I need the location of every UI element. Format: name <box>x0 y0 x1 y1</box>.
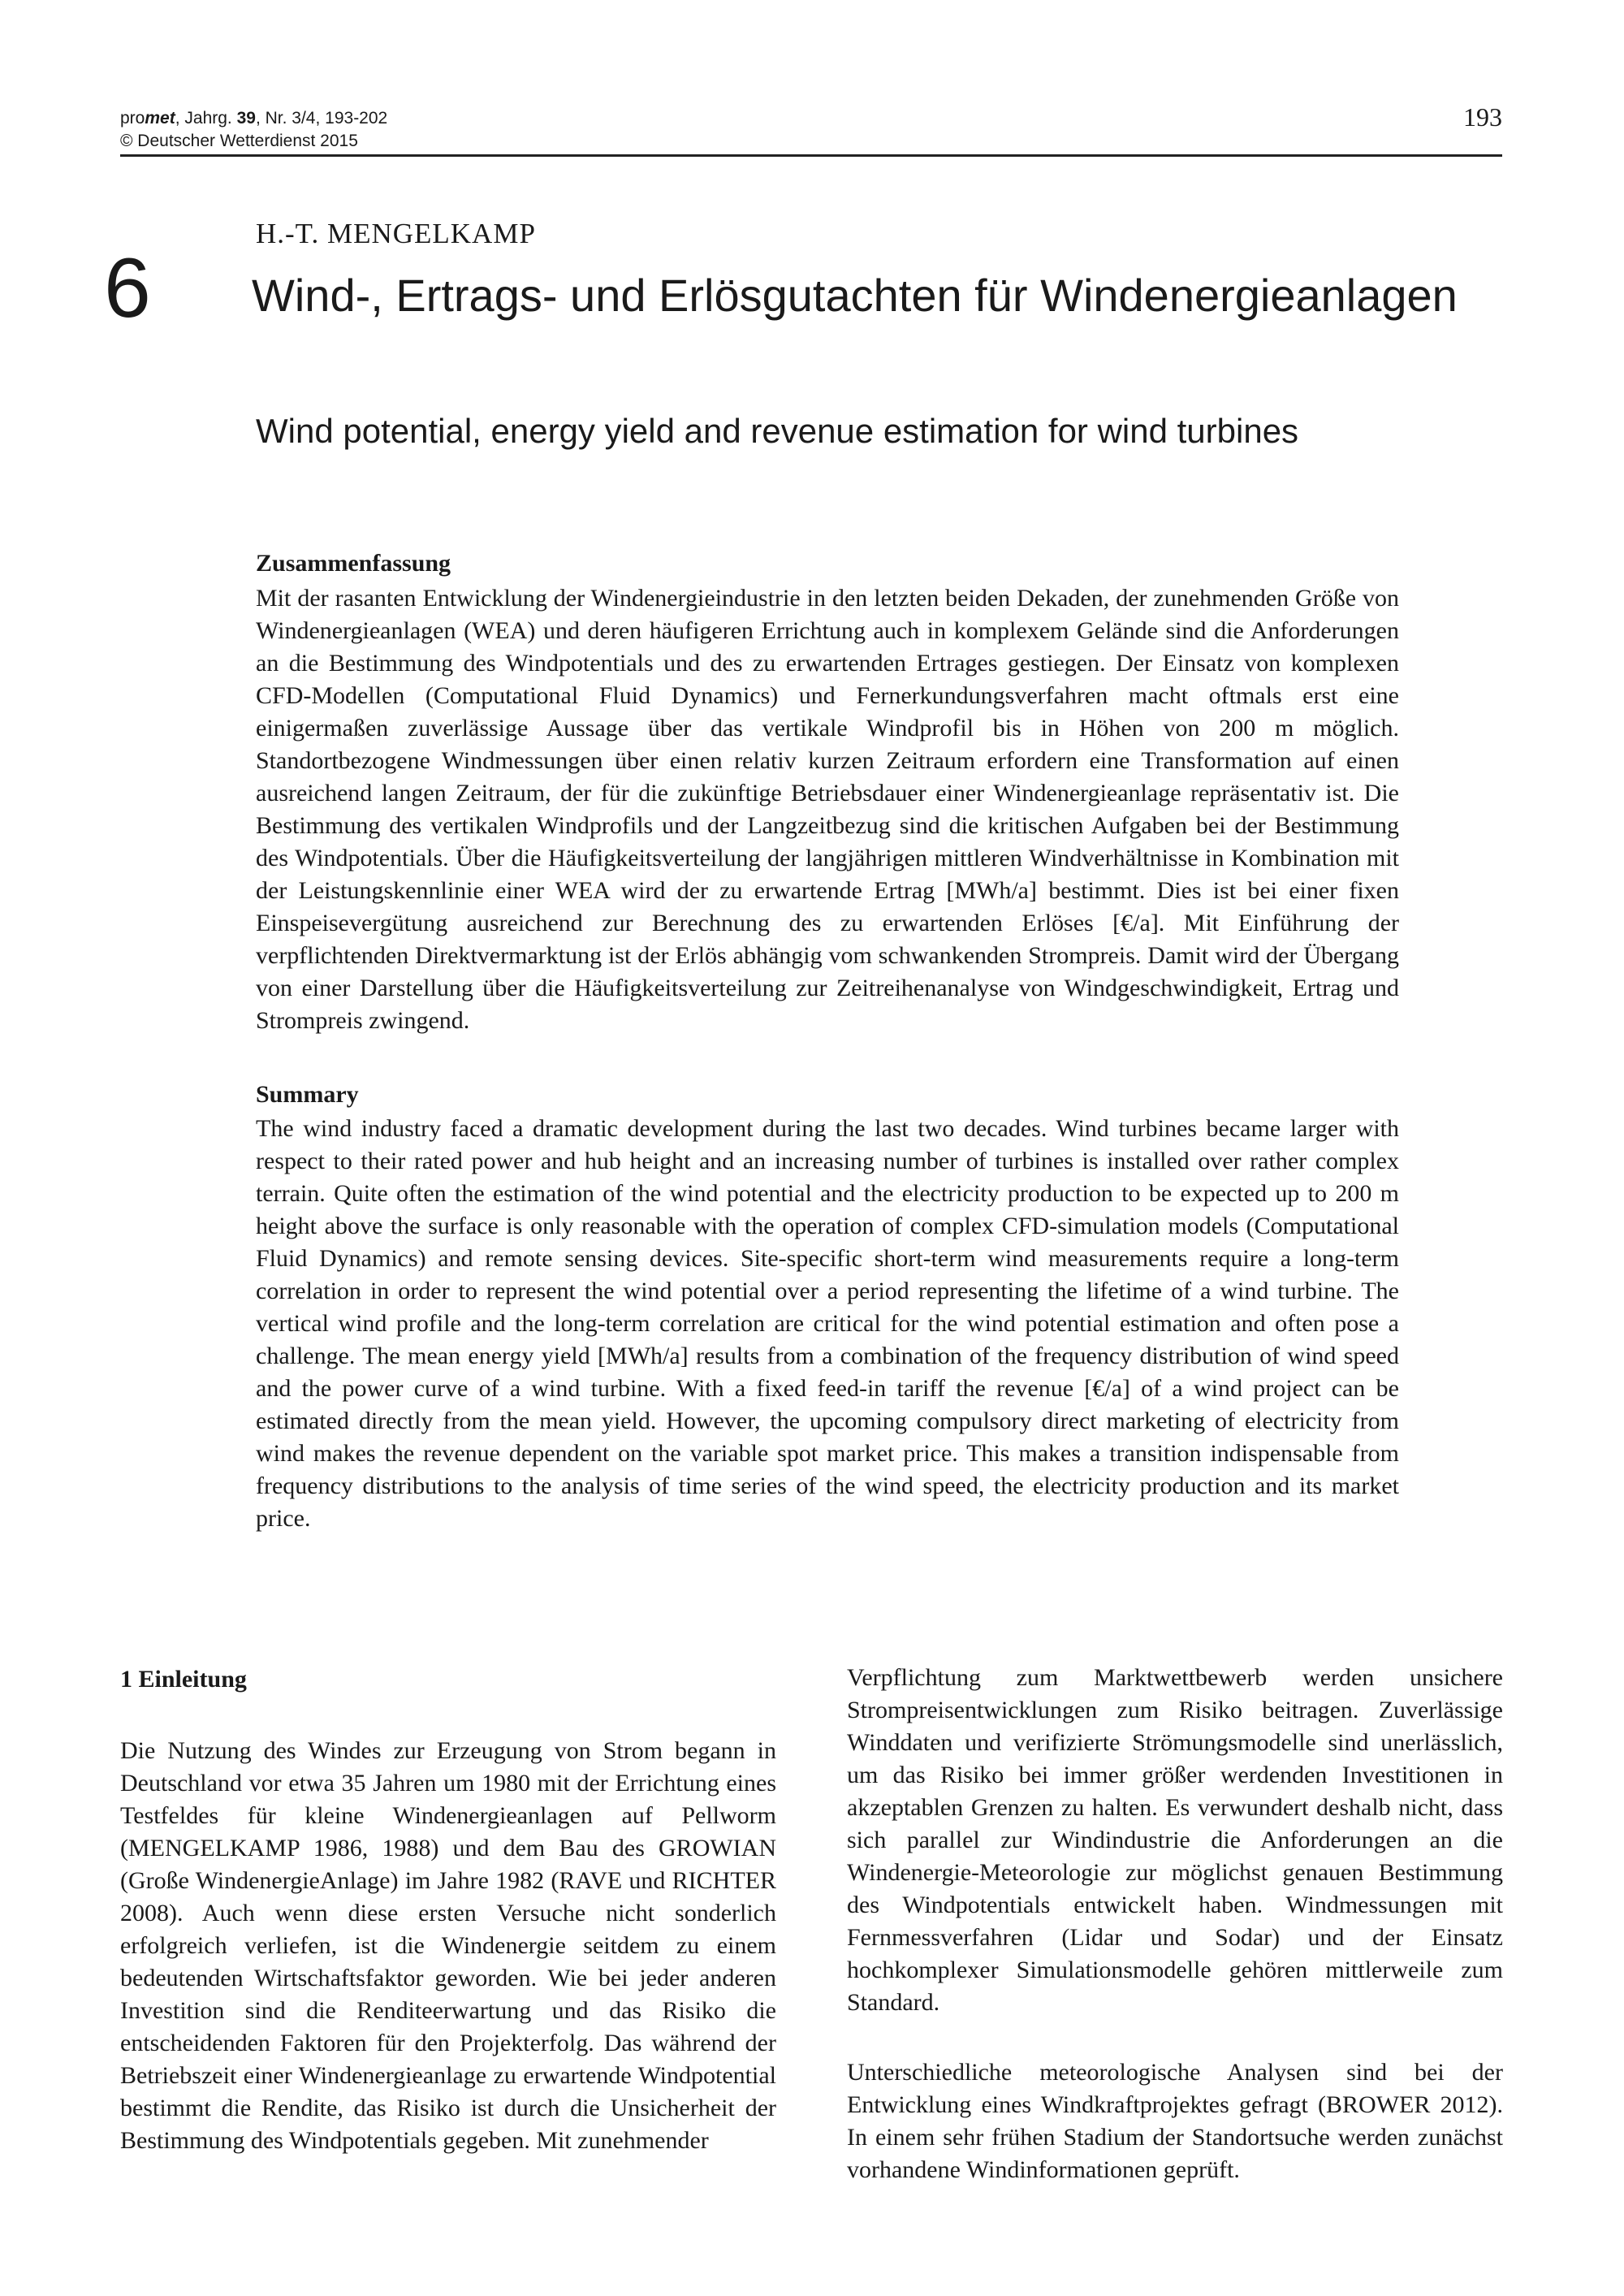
introduction-paragraph-right-2: Unterschiedliche meteorologische Analysen sind bei der Entwicklung eines Windkraftprojektes gefragt (BROWER 2012). In einem sehr frühen Stadium der Standortsuche werden zunächst vorhandene Windinformationen geprüft. <box>847 2059 1503 2183</box>
chapter-number: 6 <box>104 241 151 335</box>
abstract-german-body: Mit der rasanten Entwicklung der Windenergieindustrie in den letzten beiden Dekaden, der zunehmenden Größe von Windenergieanlagen (WEA) und deren häufigeren Errichtung auch in komplexem Gelände sind die Anforderungen an die Bestimmung des Windpotentials und des zu erwartenden Ertrages gestiegen. Der Einsatz von komplexen CFD-Modellen (Computational Fluid Dynamics) und Fernerkundungsverfahren macht oftmals erst eine einigermaßen zuverlässige Aussage über das vertikale Windprofil bis in Höhen von 200 m möglich. Standortbezogene Windmessungen über einen relativ kurzen Zeitraum erfordern eine Transformation auf einen ausreichend langen Zeitraum, der für die zukünftige Betriebsdauer einer Windenergieanlage repräsentativ ist. Die Bestimmung des vertikalen Windprofils und der Langzeitbezug sind die kritischen Aufgaben bei der Bestimmung des Windpotentials. Über die Häufigkeitsverteilung der langjährigen mittleren Windverhältnisse in Kombination mit der Leistungskennlinie einer WEA wird der zu erwartende Ertrag [MWh/a] bestimmt. Dies ist bei einer fixen Einspeisevergütung ausreichend zur Berechnung des zu erwartenden Erlöses [€/a]. Mit Einführung der verpflichtenden Direktvermarktung ist der Erlös abhängig vom schwankenden Strompreis. Damit wird der Übergang von einer Darstellung über die Häufigkeitsverteilung zur Zeitreihenanalyse von Windgeschwindigkeit, Ertrag und Strompreis zwingend. <box>256 585 1399 1034</box>
journal-citation <box>120 107 387 130</box>
journal-prefix: pro <box>120 109 145 128</box>
abstract-english-heading: Summary <box>256 1081 359 1108</box>
abstract-german-heading: Zusammenfassung <box>256 550 451 577</box>
author-name: H.-T. MENGELKAMP <box>256 218 536 249</box>
introduction-paragraph-right-1: Verpflichtung zum Marktwettbewerb werden unsichere Strompreisentwicklungen zum Risiko beitragen. Zuverlässige Winddaten und verifizierte Strömungsmodelle sind unerlässlich, um das Risiko bei immer größer werdenden Investitionen in akzeptablen Grenzen zu halten. Es verwundert deshalb nicht, dass sich parallel zur Windindustrie die Anforderungen an die Windenergie-Meteorologie zur möglichst genauen Bestimmung des Windpotentials entwickelt haben. Windmessungen mit Fernmessverfahren (Lidar und Sodar) und der Einsatz hochkomplexer Simulationsmodelle gehören mittlerweile zum Standard. <box>847 1664 1503 2016</box>
journal-volume: 39 <box>236 109 256 128</box>
header-divider <box>120 154 1502 157</box>
journal-suffix: , Nr. 3/4, 193-202 <box>255 109 388 128</box>
section-heading-introduction: 1 Einleitung <box>120 1666 247 1693</box>
journal-mid: , Jahrg. <box>175 109 237 128</box>
page-number: 193 <box>1463 102 1502 132</box>
abstract-english-body: The wind industry faced a dramatic development during the last two decades. Wind turbines became larger with respect to their rated power and hub height and an increasing number of turbines is installed over rather complex terrain. Quite often the estimation of the wind potential and the electricity production to be expected up to 200 m height above the surface is only reasonable with the operation of complex CFD-simulation models (Computational Fluid Dynamics) and remote sensing devices. Site-specific short-term wind measurements require a long-term correlation in order to represent the wind potential over a period representing the lifetime of a wind turbine. The vertical wind profile and the long-term correlation are critical for the wind potential estimation and often pose a challenge. The mean energy yield [MWh/a] results from a combination of the frequency distribution of wind speed and the power curve of a wind turbine. With a fixed feed-in tariff the revenue [€/a] of a wind project can be estimated directly from the mean yield. However, the upcoming compulsory direct marketing of electricity from wind makes the revenue dependent on the variable spot market price. This makes a transition indispensable from frequency distributions to the analysis of time series of the wind speed, the electricity production and its market price. <box>256 1115 1399 1532</box>
journal-brand: met <box>145 109 175 128</box>
article-title-german: Wind-, Ertrags- und Erlösgutachten für Windenergieanlagen <box>252 270 1458 321</box>
copyright-notice: © Deutscher Wetterdienst 2015 <box>120 132 358 150</box>
article-title-english: Wind potential, energy yield and revenue estimation for wind turbines <box>256 412 1299 450</box>
introduction-paragraph-left: Die Nutzung des Windes zur Erzeugung von Strom begann in Deutschland vor etwa 35 Jahren um 1980 mit der Errichtung eines Testfeldes für kleine Windenergieanlagen auf Pellworm (MENGELKAMP 1986, 1988) und dem Bau des GROWIAN (Große WindenergieAnlage) im Jahre 1982 (RAVE und RICHTER 2008). Auch wenn diese ersten Versuche nicht sonderlich erfolgreich verliefen, ist die Windenergie seitdem zu einem bedeutenden Wirtschaftsfaktor geworden. Wie bei jeder anderen Investition sind die Renditeerwartung und das Risiko die entscheidenden Faktoren für den Projekterfolg. Das während der Betriebszeit einer Windenergieanlage zu erwartende Windpotential bestimmt die Rendite, das Risiko ist durch die Unsicherheit der Bestimmung des Windpotentials gegeben. Mit zunehmender <box>120 1737 776 2154</box>
